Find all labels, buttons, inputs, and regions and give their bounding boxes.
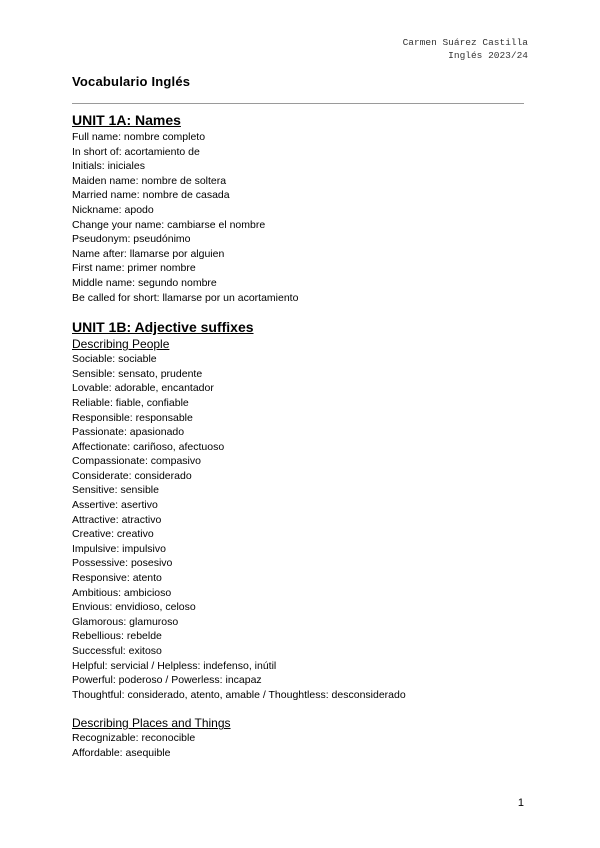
vocab-item: Name after: llamarse por alguien — [72, 247, 225, 260]
vocab-item: Middle name: segundo nombre — [72, 276, 217, 289]
course-label: Inglés 2023/24 — [448, 50, 528, 61]
unit-1b-heading: UNIT 1B: Adjective suffixes — [72, 319, 254, 336]
vocab-item: Impulsive: impulsivo — [72, 542, 166, 555]
describing-places-list — [72, 731, 532, 760]
vocab-item: Creative: creativo — [72, 528, 154, 541]
vocab-item: First name: primer nombre — [72, 262, 196, 275]
vocab-item: Sensitive: sensible — [72, 484, 159, 497]
describing-places-subheading: Describing Places and Things — [72, 716, 231, 731]
vocab-item: Affectionate: cariñoso, afectuoso — [72, 440, 225, 453]
vocab-item: Attractive: atractivo — [72, 513, 162, 526]
vocab-item: In short of: acortamiento de — [72, 145, 200, 158]
vocab-item: Responsive: atento — [72, 572, 162, 585]
vocab-item: Glamorous: glamuroso — [72, 615, 179, 628]
vocab-item: Maiden name: nombre de soltera — [72, 174, 227, 187]
vocab-item: Ambitious: ambicioso — [72, 586, 172, 599]
vocab-item: Nickname: apodo — [72, 203, 154, 216]
vocab-item: Responsible: responsable — [72, 411, 193, 424]
describing-people-list — [72, 352, 532, 702]
vocab-item: Sensible: sensato, prudente — [72, 367, 203, 380]
vocab-item: Passionate: apasionado — [72, 426, 185, 439]
vocab-item: Recognizable: reconocible — [72, 732, 196, 745]
document-title: Vocabulario Inglés — [72, 74, 191, 89]
vocab-item: Full name: nombre completo — [72, 131, 206, 143]
vocab-item: Thoughtful: considerado, atento, amable / Thoughtless: desconsiderado — [72, 688, 406, 701]
vocab-item: Be called for short: llamarse por un acortamiento — [72, 291, 299, 304]
vocab-item: Compassionate: compasivo — [72, 455, 201, 468]
vocab-item: Powerful: poderoso / Powerless: incapaz — [72, 674, 262, 687]
page-header — [403, 36, 528, 62]
vocab-item: Reliable: fiable, confiable — [72, 396, 189, 409]
vocab-item: Possessive: posesivo — [72, 557, 173, 570]
vocab-item: Helpful: servicial / Helpless: indefenso, inútil — [72, 659, 277, 672]
vocab-item: Lovable: adorable, encantador — [72, 382, 214, 395]
vocab-item: Pseudonym: pseudónimo — [72, 233, 191, 246]
title-divider — [72, 103, 524, 104]
unit-1a-list — [72, 130, 532, 305]
vocab-item: Assertive: asertivo — [72, 499, 158, 512]
vocab-item: Change your name: cambiarse el nombre — [72, 218, 266, 231]
vocab-item: Successful: exitoso — [72, 645, 162, 657]
describing-people-subheading: Describing People — [72, 337, 170, 352]
page-number: 1 — [517, 797, 524, 809]
author-name: Carmen Suárez Castilla — [402, 37, 528, 48]
vocab-item: Sociable: sociable — [72, 353, 157, 366]
unit-1a-heading: UNIT 1A: Names — [72, 112, 181, 128]
vocab-item: Affordable: asequible — [72, 746, 171, 759]
vocab-item: Married name: nombre de casada — [72, 189, 230, 202]
vocab-item: Initials: iniciales — [72, 160, 145, 173]
vocab-item: Envious: envidioso, celoso — [72, 601, 196, 614]
vocab-item: Considerate: considerado — [72, 469, 192, 482]
document-body — [72, 110, 532, 761]
vocab-item: Rebellious: rebelde — [72, 630, 162, 643]
